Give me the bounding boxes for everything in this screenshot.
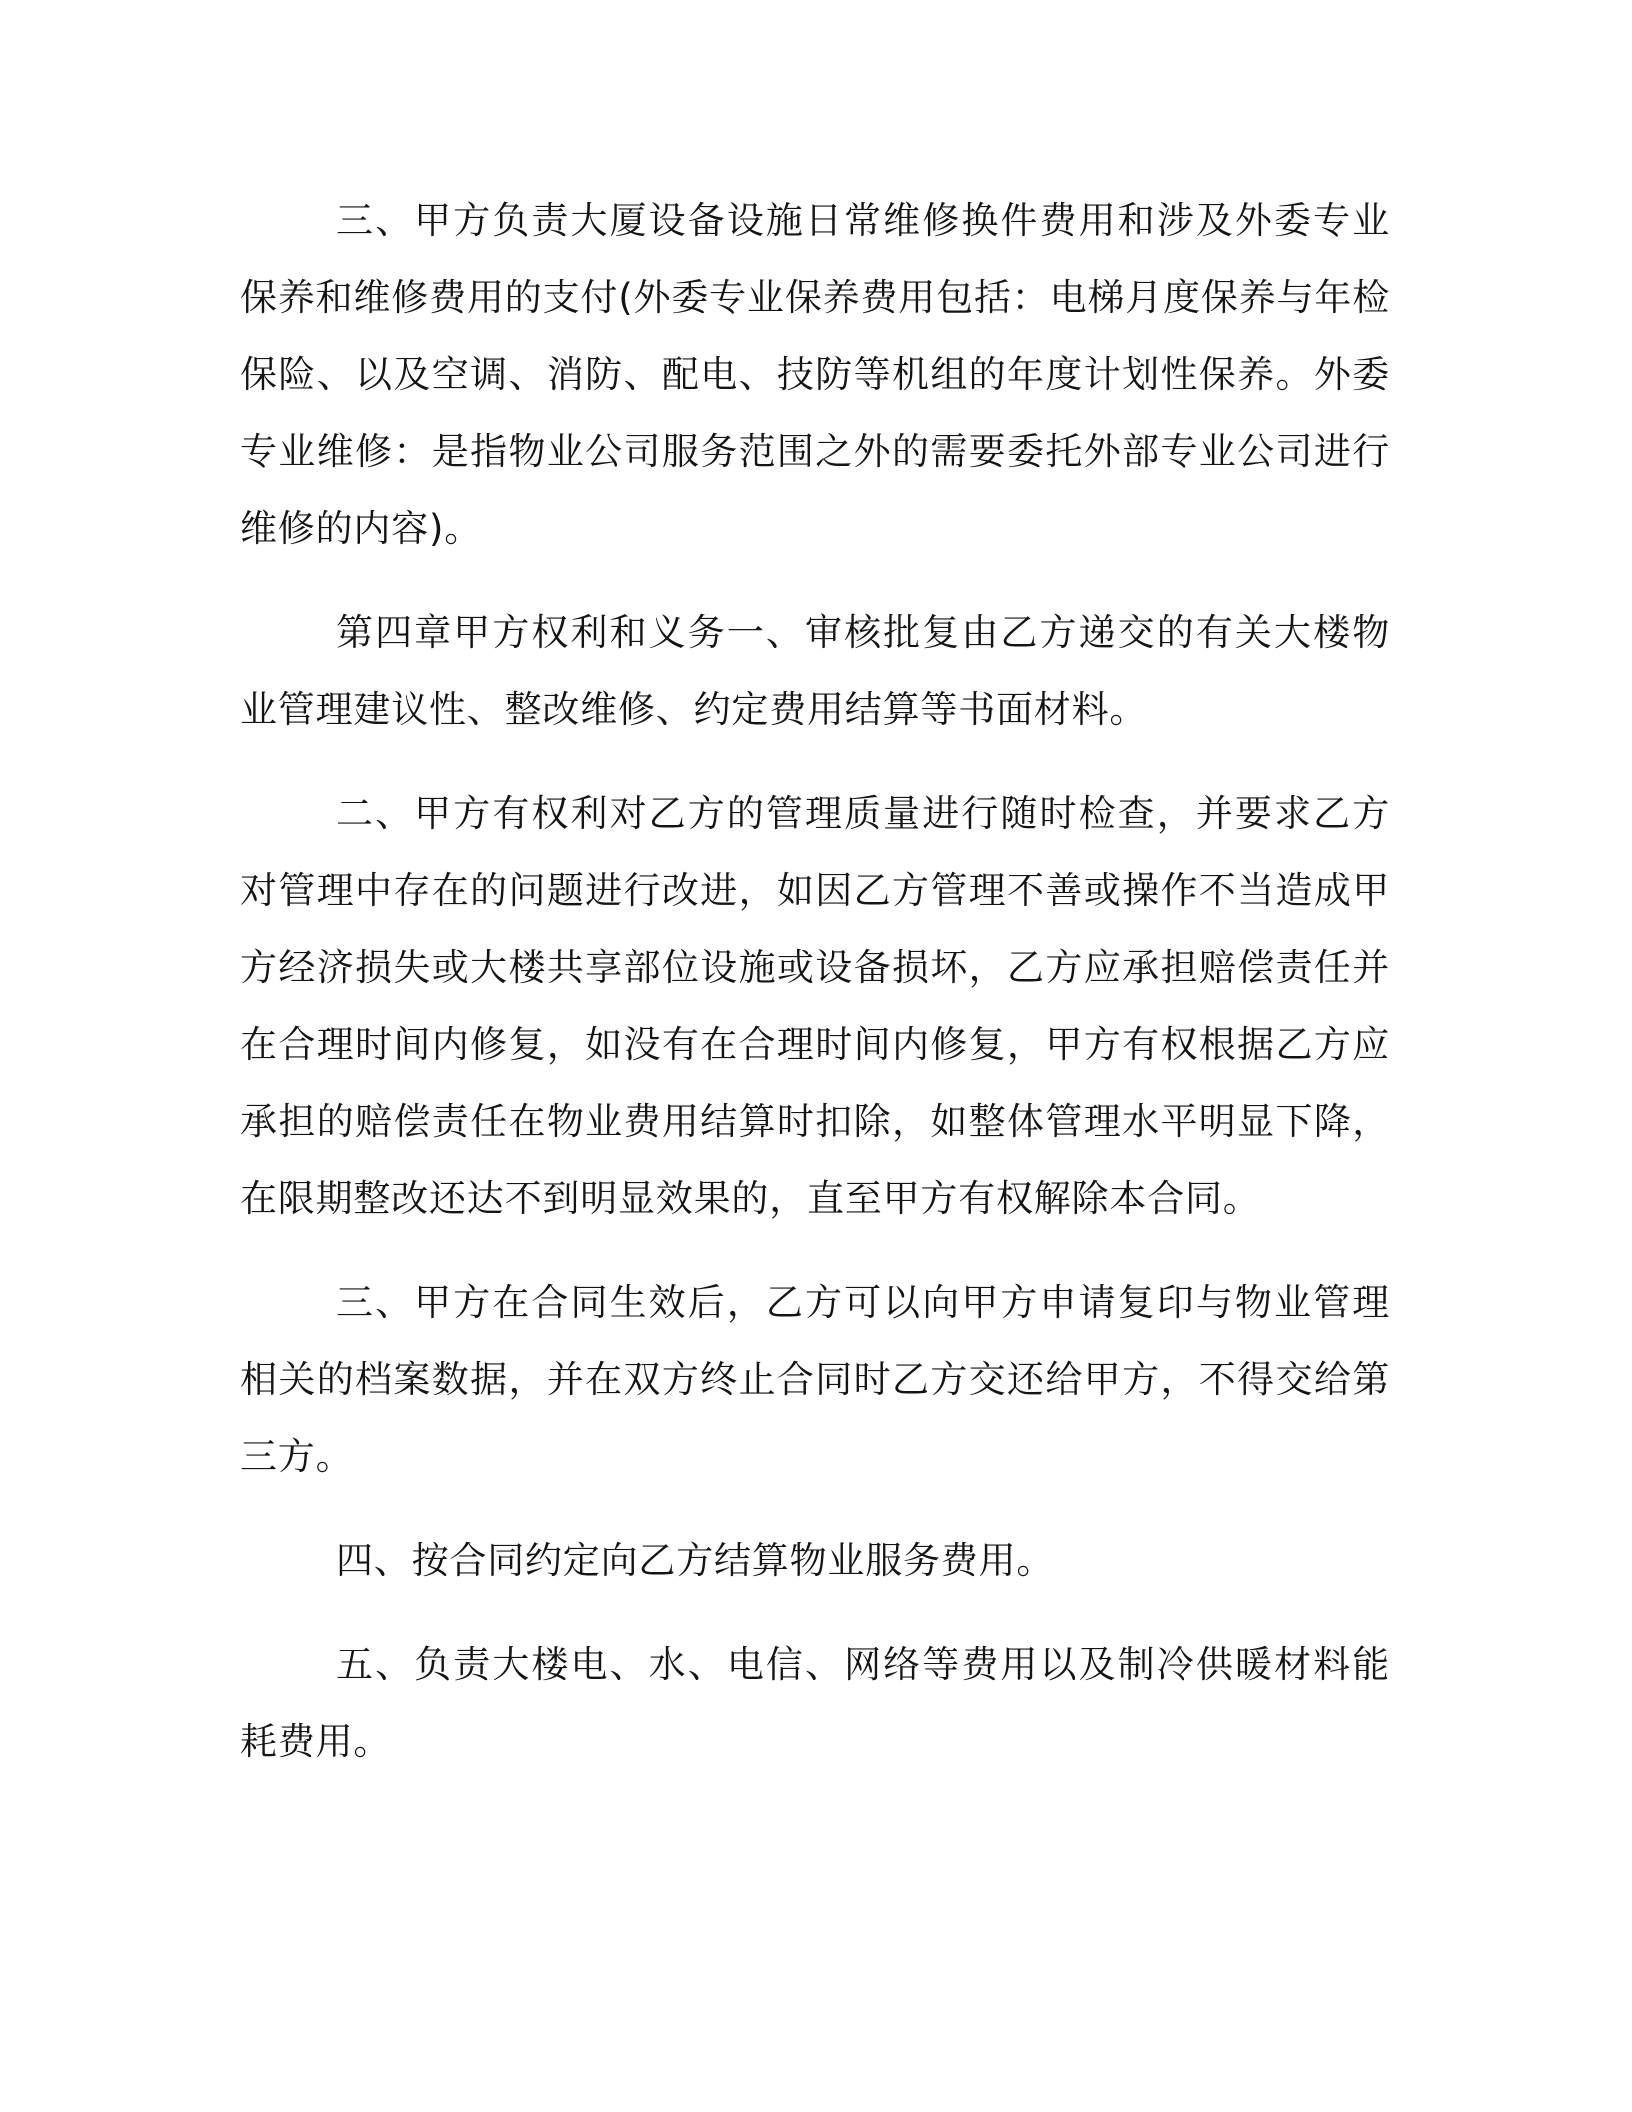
paragraph-item-3-fees: 三、甲方负责大厦设备设施日常维修换件费用和涉及外委专业保养和维修费用的支付(外委专业保养费用包括：电梯月度保养与年检保险、以及空调、消防、配电、技防等机组的年度计划性保养。外委专业维修：是指物业公司服务范围之外的需要委托外部专业公司进行维修的内容)。	[240, 199, 1390, 550]
document-body	[240, 182, 1390, 1807]
paragraph-item-5-utilities: 五、负责大楼电、水、电信、网络等费用以及制冷供暖材料能耗费用。	[240, 1643, 1390, 1763]
paragraph-chapter-4-item-1: 第四章甲方权利和义务一、审核批复由乙方递交的有关大楼物业管理建议性、整改维修、约定费用结算等书面材料。	[240, 611, 1390, 731]
paragraph-item-4-settlement: 四、按合同约定向乙方结算物业服务费用。	[336, 1539, 1055, 1582]
paragraph-item-2-inspection: 二、甲方有权利对乙方的管理质量进行随时检查，并要求乙方对管理中存在的问题进行改进，如因乙方管理不善或操作不当造成甲方经济损失或大楼共享部位设施或设备损坏，乙方应承担赔偿责任并在合理时间内修复，如没有在合理时间内修复，甲方有权根据乙方应承担的赔偿责任在物业费用结算时扣除，如整体管理水平明显下降，在限期整改还达不到明显效果的，直至甲方有权解除本合同。	[240, 792, 1390, 1220]
paragraph-item-3-archives: 三、甲方在合同生效后，乙方可以向甲方申请复印与物业管理相关的档案数据，并在双方终止合同时乙方交还给甲方，不得交给第三方。	[240, 1281, 1390, 1478]
